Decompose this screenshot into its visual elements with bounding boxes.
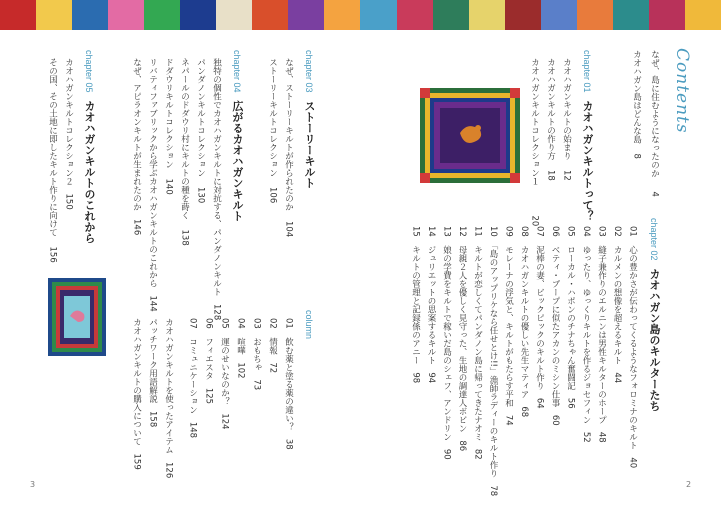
chapter-02-entry: 10 「島のアップリケなら任せとけ!!」漁師ラディーのキルト作り78: [488, 226, 498, 497]
chapter-01-entry-3: カオハガンキルトコレクション１20: [529, 58, 540, 227]
page-number-right: 2: [686, 480, 692, 489]
column-heading: column: [304, 310, 314, 340]
chapter-02-entry: 07 泥棒の妻、ビックピックのキルト作り64: [534, 226, 545, 409]
chapter-05-entry-2: その国、その土地に即したキルト作りに向けて156: [47, 58, 58, 263]
chapter-02-entry: 11 キルトが恋しくてパンダノン島に帰ってきたナオミ82: [472, 226, 483, 460]
chapter-02-entry: 03 縫子兼作りのエルニンは男性キルターのホープ48: [596, 226, 607, 443]
banner-patch: [505, 0, 541, 30]
intro-entry-2: カオハガン島はどんな島8: [631, 50, 642, 159]
chapter-03-entry-1: なぜ、ストーリーキルトが作られたのか104: [283, 58, 294, 238]
chapter-04-heading: chapter 04広がるカオハガンキルト: [231, 50, 244, 222]
banner-patch: [324, 0, 360, 30]
column-entry: 06 フィエスタ125: [203, 318, 214, 405]
banner-patch: [360, 0, 396, 30]
banner-patch: [469, 0, 505, 30]
chapter-02-entry: 02 カルメンの想像を超えるキルト44: [612, 226, 622, 384]
column-entry: カオハガンキルトの購入について159: [131, 318, 142, 470]
banner-patch: [144, 0, 180, 30]
banner-patch: [397, 0, 433, 30]
quilt-photo-top: [420, 88, 520, 183]
banner-patch: [36, 0, 72, 30]
banner-patch: [0, 0, 36, 30]
chapter-02-heading: chapter 02カオハガン島のキルターたち: [648, 218, 661, 412]
chapter-04-entry-6: なぜ、アピラオンキルトが生まれたのか146: [131, 58, 142, 236]
chapter-04-entry-4: ドダウリキルトコレクション140: [163, 58, 174, 195]
column-entry: 05 運のせいなのか？124: [219, 318, 230, 430]
chapter-01-heading: chapter 01カオハガンキルトって？: [581, 50, 594, 222]
column-entry: パッチワーク用語解説158: [147, 318, 158, 428]
column-entry: 07 コミュニケーション148: [187, 318, 198, 439]
chapter-05-entry-1: カオハガンキルトコレクション２150: [63, 58, 74, 210]
chapter-04-entry-2: パンダノンキルトコレクション130: [195, 58, 206, 204]
chapter-02-entry: 08 カオハガンキルトの優しい先生マティア68: [519, 226, 529, 418]
column-entry: カオハガンキルトを使ったアイテム126: [163, 318, 174, 479]
chapter-04-entry-3: ネパールのドダウリ村にキルトの種を蒔く138: [179, 58, 190, 246]
page-number-left: 3: [30, 480, 36, 489]
banner-patch: [216, 0, 252, 30]
chapter-02-entry: 09 モレーナの浮気と、キルトがもたらす平和74: [503, 226, 514, 426]
chapter-01-entry-2: カオハガンキルトの作り方18: [545, 58, 556, 181]
column-entry: 03 おもちゃ73: [251, 318, 262, 391]
patchwork-banner: [0, 0, 721, 30]
chapter-02-entry: 15 キルトの管理と記録係のアニー98: [410, 226, 421, 384]
column-entry: 04 喧嘩102: [235, 318, 246, 379]
banner-patch: [541, 0, 577, 30]
column-entry: 02 情報72: [267, 318, 278, 374]
banner-patch: [649, 0, 685, 30]
quilt-photo-bottom: [48, 278, 106, 356]
chapter-02-entry: 05 ローカル・ハポンのチナちゃん奮闘記56: [565, 226, 576, 409]
chapter-03-entry-2: ストーリーキルトコレクション106: [267, 58, 278, 204]
banner-patch: [252, 0, 288, 30]
banner-patch: [577, 0, 613, 30]
contents-title: Contents: [672, 48, 692, 134]
chapter-02-entry: 01 心の豊かさが伝わってくるようなフォロミナのキルト40: [627, 226, 638, 469]
banner-patch: [180, 0, 216, 30]
chapter-02-entry: 04 ゆったり、ゆっくりキルトを作るジョセフィン52: [581, 226, 591, 443]
chapter-02-entry: 14 ジュリエットの思案するキルト94: [426, 226, 436, 384]
chapter-03-heading: chapter 03ストーリーキルト: [303, 50, 316, 189]
banner-patch: [613, 0, 649, 30]
chapter-04-entry-1: 独特の個性でカオハガンキルトに対抗する、パンダノンキルト128: [211, 58, 222, 321]
banner-patch: [288, 0, 324, 30]
banner-patch: [72, 0, 108, 30]
banner-patch: [685, 0, 721, 30]
chapter-01-entry-1: カオハガンキルトの始まり12: [561, 58, 572, 181]
column-entry: 01 飲む薬と塗る薬の違い？38: [283, 318, 294, 450]
intro-entry-1: なぜ、島に住むようになったのか4: [649, 50, 660, 197]
chapter-05-heading: chapter 05カオハガンキルトのこれから: [83, 50, 96, 244]
banner-patch: [433, 0, 469, 30]
chapter-02-entry: 13 娘の学費をキルトで稼いだ島のシェフ、アンドリン90: [441, 226, 452, 460]
chapter-02-entry: 12 母親２人を優しく見守った、生地の調達人ボビン86: [457, 226, 467, 452]
chapter-04-entry-5: リバティファブリックから学ぶカオハガンキルトのこれから144: [147, 58, 158, 312]
banner-patch: [108, 0, 144, 30]
chapter-02-entry: 06 ベティ・ブープに似たアカンのミシン仕事60: [550, 226, 560, 426]
